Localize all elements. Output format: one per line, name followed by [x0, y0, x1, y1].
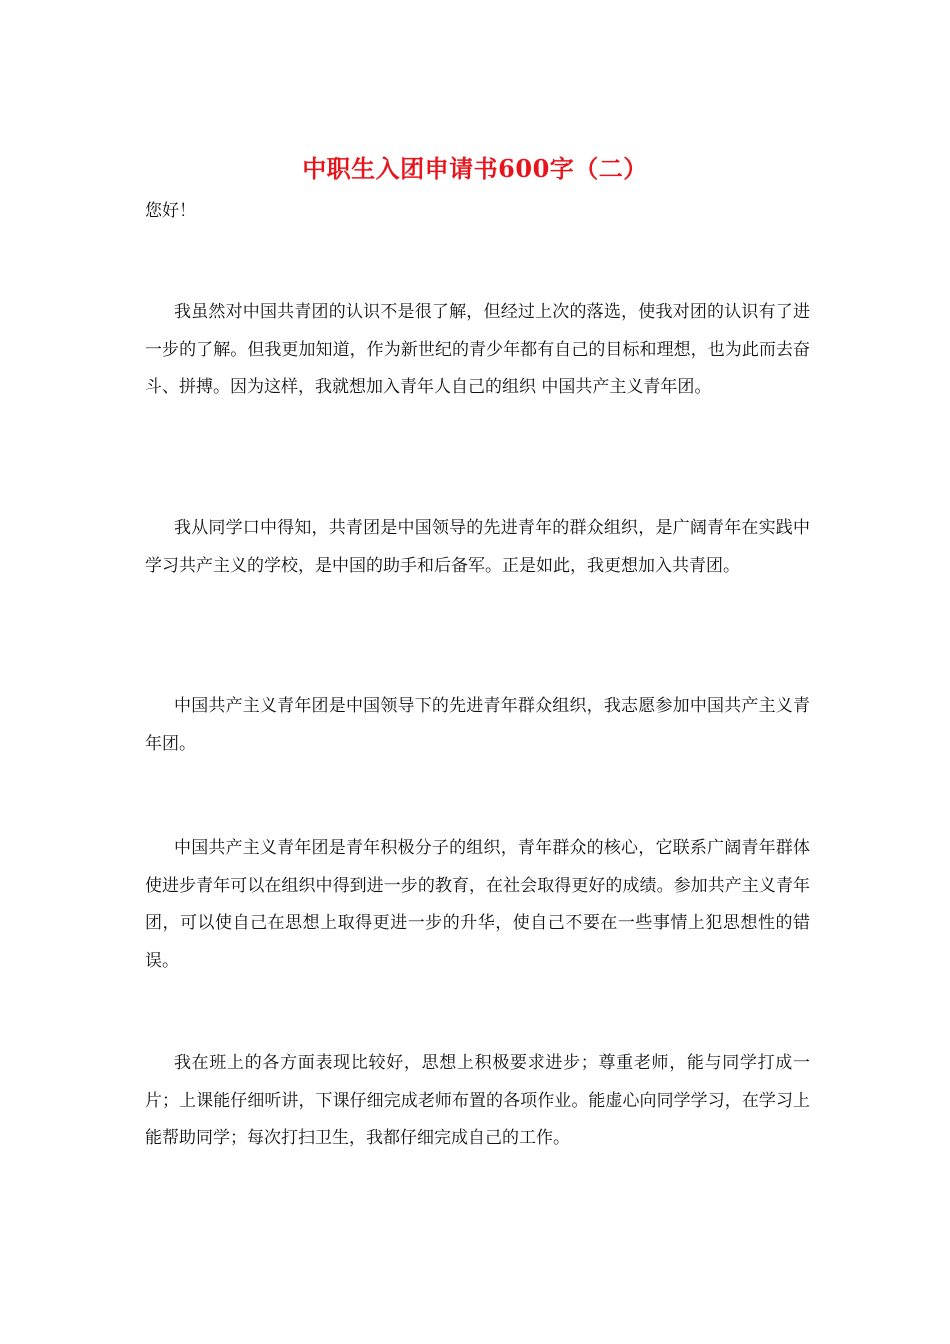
paragraph-3: 中国共产主义青年团是中国领导下的先进青年群众组织，我志愿参加中国共产主义青年团。 — [145, 696, 810, 754]
paragraph-1: 我虽然对中国共青团的认识不是很了解，但经过上次的落选，使我对团的认识有了进一步的了解。但我更加知道，作为新世纪的青少年都有自己的目标和理想，也为此而去奋斗、拼搏。因为这样，我就想加入青年人自己的组织 中国共产主义青年团。 — [145, 302, 810, 397]
paragraph-5: 我在班上的各方面表现比较好，思想上积极要求进步；尊重老师，能与同学打成一片；上课能仔细听讲，下课仔细完成老师布置的各项作业。能虚心向同学学习，在学习上能帮助同学；每次打扫卫生，我都仔细完成自己的工作。 — [145, 1053, 810, 1148]
paragraph-4: 中国共产主义青年团是青年积极分子的组织，青年群众的核心，它联系广阔青年群体使进步青年可以在组织中得到进一步的教育，在社会取得更好的成绩。参加共产主义青年团，可以使自己在思想上取得更进一步的升华，使自己不要在一些事情上犯思想性的错误。 — [145, 838, 810, 971]
paragraph-2: 我从同学口中得知，共青团是中国领导的先进青年的群众组织，是广阔青年在实践中学习共产主义的学校，是中国的助手和后备军。正是如此，我更想加入共青团。 — [145, 518, 810, 576]
greeting: 您好！ — [145, 201, 196, 221]
document-title: 中职生入团申请书600字（二） — [302, 154, 648, 183]
